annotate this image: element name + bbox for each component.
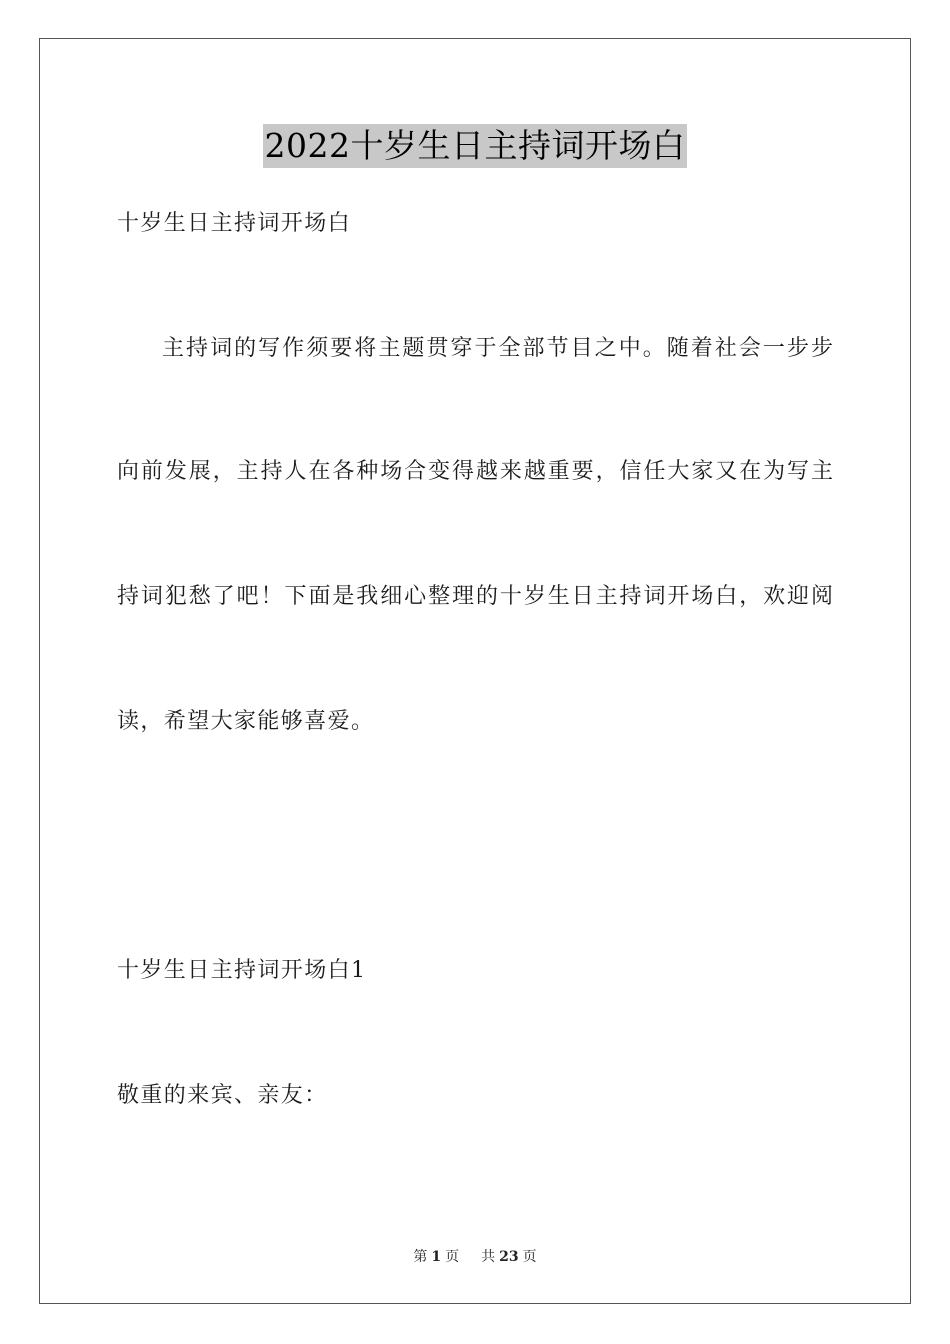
section-heading: 十岁生日主持词开场白1 [117, 958, 367, 983]
total-prefix: 共 [481, 1249, 496, 1265]
intro-line-4: 读，希望大家能够喜爱。 [117, 709, 375, 734]
page-prefix: 第 [413, 1249, 428, 1265]
title-container [0, 124, 950, 168]
intro-line-2: 向前发展，主持人在各种场合变得越来越重要，信任大家又在为写主 [117, 459, 833, 484]
page-footer [0, 1247, 950, 1267]
total-suffix: 页 [522, 1249, 537, 1265]
total-pages: 23 [499, 1249, 519, 1265]
page-suffix: 页 [445, 1249, 460, 1265]
subtitle: 十岁生日主持词开场白 [117, 211, 352, 236]
intro-line-1: 主持词的写作须要将主题贯穿于全部节目之中。随着社会一步步 [162, 336, 833, 361]
document-title: 2022十岁生日主持词开场白 [263, 124, 688, 168]
intro-line-3: 持词犯愁了吧！下面是我细心整理的十岁生日主持词开场白，欢迎阅 [117, 584, 833, 609]
page-number: 1 [431, 1249, 442, 1265]
greeting: 敬重的来宾、亲友： [117, 1083, 328, 1108]
